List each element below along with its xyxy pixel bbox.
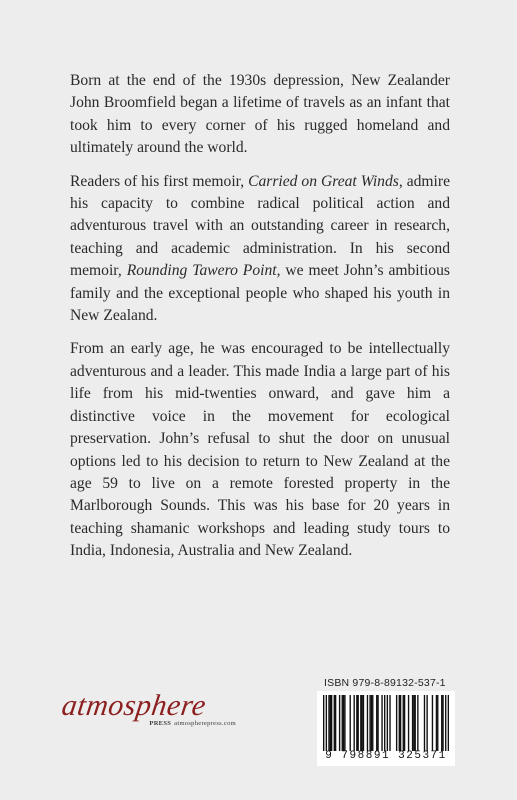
publisher-logo: [59, 689, 242, 727]
barcode-bar: [437, 695, 438, 751]
blurb-paragraph-3: [70, 338, 450, 562]
barcode-bar: [323, 695, 324, 751]
barcode-bar: [387, 695, 388, 751]
first-memoir-title: Carried on Great Winds: [248, 172, 399, 190]
barcode-bar: [436, 695, 437, 751]
barcode-bar: [354, 695, 355, 751]
barcode-bar: [415, 695, 416, 751]
barcode-bar: [367, 695, 368, 751]
barcode-bar: [344, 695, 345, 751]
barcode-bar: [432, 695, 433, 751]
barcode-icon: [323, 695, 449, 751]
barcode-bar: [328, 695, 329, 751]
barcode-bar: [356, 695, 357, 751]
blurb-p1-text: Born at the end of the 1930s depression, New Zealander John Broomfield began a lifetime of travels as an infant that took him to every corner of his rugged homeland and ultimately around the world.: [70, 72, 450, 157]
barcode-bar: [363, 695, 364, 751]
barcode-bar: [441, 695, 442, 751]
barcode-bar: [400, 695, 401, 751]
barcode-bar: [396, 695, 397, 751]
barcode-bar: [426, 695, 427, 751]
blurb-paragraph-1: [70, 70, 450, 160]
barcode-bar: [442, 695, 443, 751]
blurb-p2-text-b: , admire his capacity to combine radical political action and adventurous travel with an outstanding career in research, teaching and academic administration. In his second memoir,: [70, 172, 450, 280]
barcode-bar: [412, 695, 413, 751]
barcode-bar: [335, 695, 336, 751]
barcode-bar: [334, 695, 335, 751]
barcode-bar: [445, 695, 446, 751]
barcode-bar: [376, 695, 377, 751]
barcode-bar: [448, 695, 449, 751]
cover-blurb: [70, 70, 450, 574]
barcode-bar: [369, 695, 370, 751]
barcode-bar: [350, 695, 351, 751]
barcode-bar: [357, 695, 358, 751]
barcode-bar: [424, 695, 425, 751]
blurb-p2-text-a: Readers of his first memoir,: [70, 172, 249, 190]
barcode-bar: [330, 695, 331, 751]
second-memoir-title: Rounding Tawero Point: [126, 262, 277, 280]
barcode-bar: [361, 695, 362, 751]
barcode-bar: [408, 695, 409, 751]
barcode-bar: [413, 695, 414, 751]
barcode-digits: 9 798891 325371: [325, 750, 447, 762]
barcode-bar: [372, 695, 373, 751]
isbn-label: ISBN 979-8-89132-537-1: [324, 677, 446, 689]
barcode-bar: [339, 695, 340, 751]
barcode-bar: [331, 695, 332, 751]
publisher-website: atmospherepress.com: [174, 720, 236, 727]
barcode-bar: [342, 695, 343, 751]
barcode-bar: [343, 695, 344, 751]
blurb-p2-text-c: , we meet John’s ambitious family and the exceptional people who shaped his youth in New Zealand.: [70, 262, 450, 325]
barcode-block: [317, 691, 455, 766]
publisher-press-label: PRESS: [149, 720, 172, 727]
barcode-bar: [384, 695, 385, 751]
barcode-bar: [404, 695, 405, 751]
barcode-bar: [377, 695, 378, 751]
blurb-paragraph-2: [70, 171, 450, 328]
barcode-bar: [381, 695, 382, 751]
barcode-bar: [417, 695, 418, 751]
barcode-bar: [399, 695, 400, 751]
blurb-p3-text: From an early age, he was encouraged to be intellectually adventurous and a leader. This made India a large part of his life from his mid-twenties onward, and gave him a distinctive voice in the movement for ecological preservation. John’s refusal to shut the door on unusual options led to his decision to return to New Zealand at the age 59 to live on a remote forested property in the Marlborough Sounds. This was his base for 20 years in teaching shamanic workshops and leading study tours to India, Indonesia, Australia and New Zealand.: [70, 340, 450, 560]
barcode-bar: [360, 695, 361, 751]
barcode-bar: [326, 695, 327, 751]
barcode-bar: [389, 695, 390, 751]
barcode-bar: [403, 695, 404, 751]
publisher-logo-wordmark: atmosphere: [59, 689, 209, 722]
barcode-bar: [371, 695, 372, 751]
